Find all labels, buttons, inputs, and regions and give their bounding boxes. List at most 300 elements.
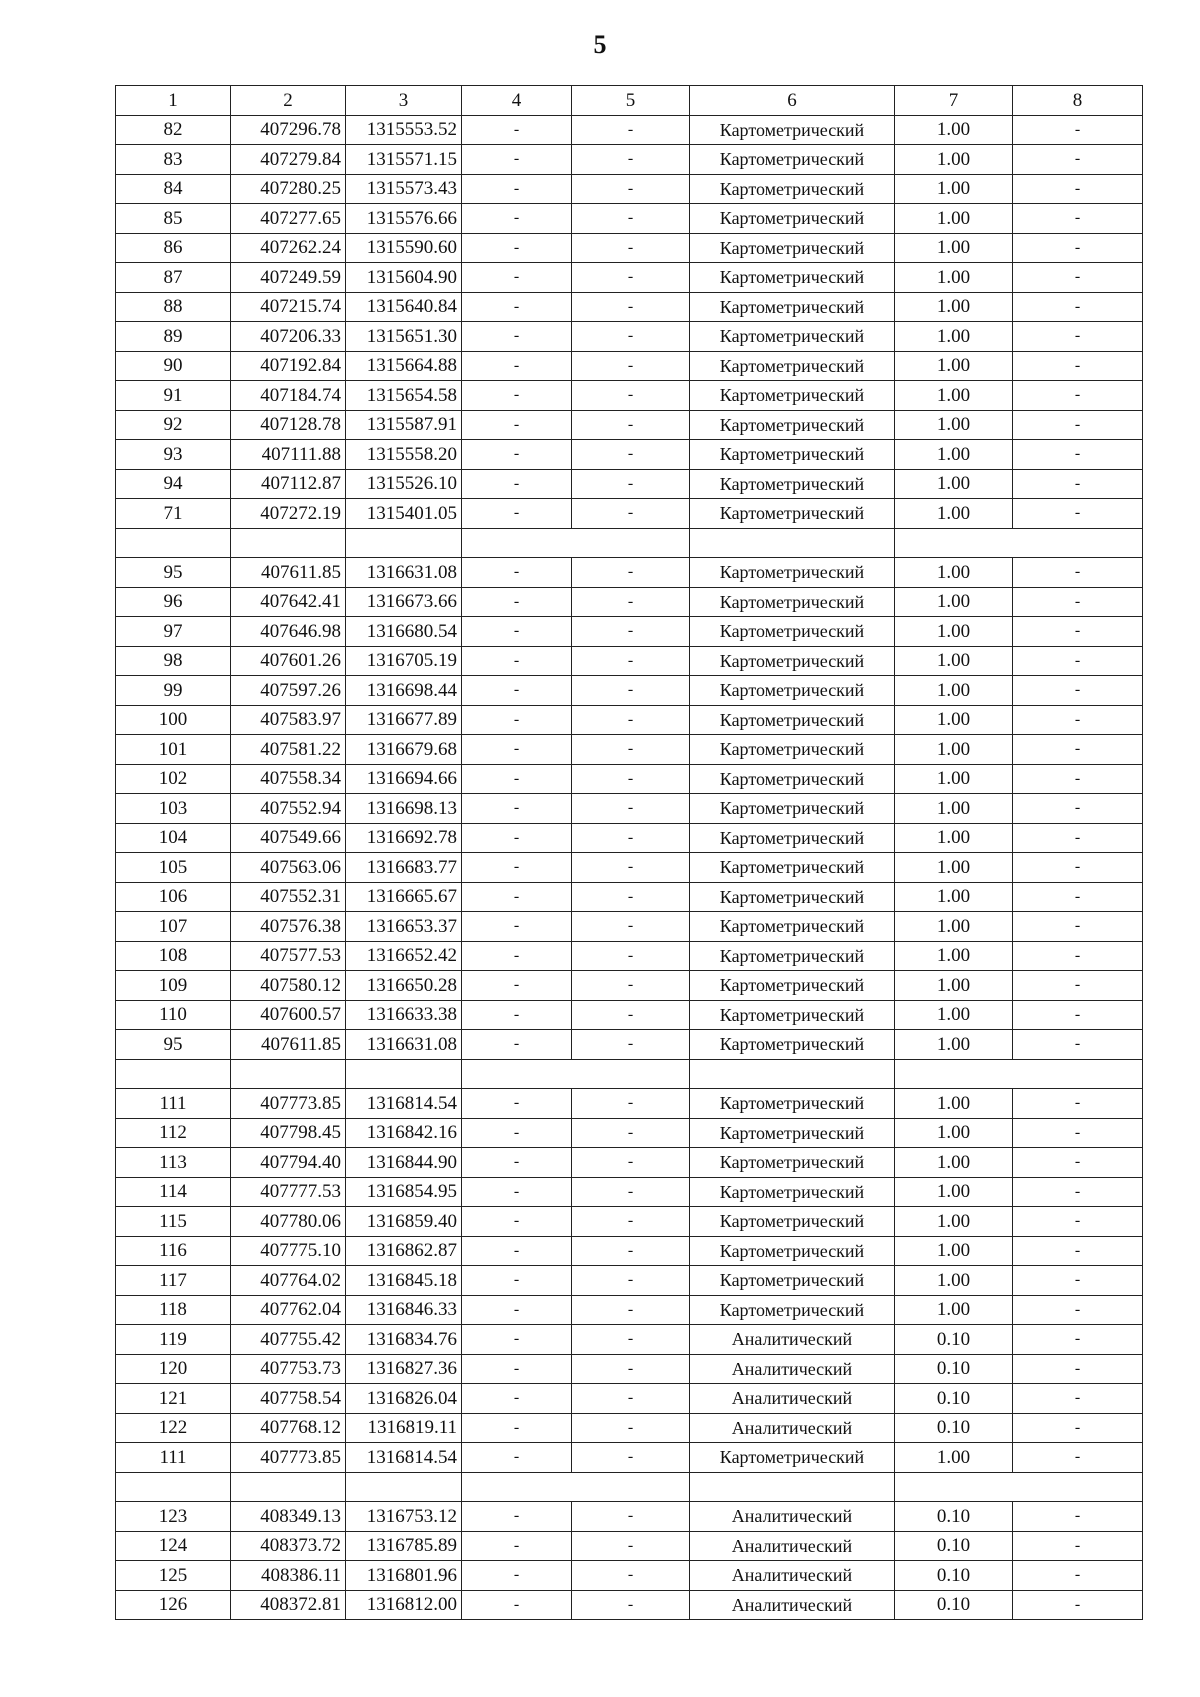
cell-col-5: -: [572, 617, 690, 647]
table-row: [116, 587, 1143, 617]
cell-col-2: 408373.72: [231, 1531, 346, 1561]
header-cell: 4: [462, 86, 572, 116]
cell-col-6: Картометрический: [690, 823, 895, 853]
cell-col-2: 407611.85: [231, 1030, 346, 1060]
cell-col-5: -: [572, 646, 690, 676]
cell-col-8: -: [1013, 735, 1143, 765]
cell-col-2: 407646.98: [231, 617, 346, 647]
separator-row: [116, 1059, 1143, 1089]
cell-col-1: 95: [116, 1030, 231, 1060]
cell-col-6: Картометрический: [690, 1177, 895, 1207]
cell-col-5: -: [572, 1148, 690, 1178]
cell-col-4: -: [462, 1000, 572, 1030]
cell-col-6: Картометрический: [690, 322, 895, 352]
cell-col-6: Картометрический: [690, 410, 895, 440]
cell-col-4: -: [462, 1177, 572, 1207]
table-row: [116, 1590, 1143, 1620]
cell-col-1: 125: [116, 1561, 231, 1591]
table-row: [116, 941, 1143, 971]
cell-col-3: 1316692.78: [346, 823, 462, 853]
cell-col-8: -: [1013, 587, 1143, 617]
cell-col-5: -: [572, 853, 690, 883]
cell-col-6: Картометрический: [690, 587, 895, 617]
cell-col-8: -: [1013, 292, 1143, 322]
cell-col-5: -: [572, 882, 690, 912]
cell-col-2: 407600.57: [231, 1000, 346, 1030]
cell-col-5: -: [572, 1443, 690, 1473]
cell-col-6: Картометрический: [690, 1118, 895, 1148]
cell-col-8: -: [1013, 174, 1143, 204]
cell-col-1: 116: [116, 1236, 231, 1266]
cell-col-7: 1.00: [895, 174, 1013, 204]
cell-col-8: -: [1013, 1561, 1143, 1591]
cell-col-1: 102: [116, 764, 231, 794]
cell-col-7: 1.00: [895, 1236, 1013, 1266]
cell-col-1: 109: [116, 971, 231, 1001]
cell-col-3: 1316677.89: [346, 705, 462, 735]
cell-col-7: 1.00: [895, 263, 1013, 293]
cell-col-6: Аналитический: [690, 1413, 895, 1443]
table-row: [116, 764, 1143, 794]
cell-col-5: -: [572, 1089, 690, 1119]
cell-col-8: -: [1013, 233, 1143, 263]
cell-col-1: 111: [116, 1089, 231, 1119]
cell-col-1: 124: [116, 1531, 231, 1561]
coordinates-table: [115, 85, 1143, 1620]
cell-col-8: -: [1013, 1354, 1143, 1384]
empty-cell: [895, 1472, 1013, 1502]
cell-col-4: -: [462, 882, 572, 912]
cell-col-4: -: [462, 558, 572, 588]
cell-col-5: -: [572, 1177, 690, 1207]
table-row: [116, 174, 1143, 204]
cell-col-8: -: [1013, 853, 1143, 883]
cell-col-3: 1315558.20: [346, 440, 462, 470]
cell-col-5: -: [572, 1590, 690, 1620]
cell-col-1: 71: [116, 499, 231, 529]
cell-col-4: -: [462, 735, 572, 765]
table-row: [116, 617, 1143, 647]
cell-col-1: 101: [116, 735, 231, 765]
cell-col-4: -: [462, 912, 572, 942]
cell-col-1: 96: [116, 587, 231, 617]
cell-col-1: 111: [116, 1443, 231, 1473]
cell-col-7: 1.00: [895, 233, 1013, 263]
cell-col-3: 1316650.28: [346, 971, 462, 1001]
cell-col-5: -: [572, 1000, 690, 1030]
cell-col-3: 1316854.95: [346, 1177, 462, 1207]
cell-col-7: 0.10: [895, 1561, 1013, 1591]
cell-col-8: -: [1013, 1413, 1143, 1443]
cell-col-7: 0.10: [895, 1325, 1013, 1355]
cell-col-5: -: [572, 1207, 690, 1237]
cell-col-2: 407249.59: [231, 263, 346, 293]
table-row: [116, 1531, 1143, 1561]
cell-col-2: 407775.10: [231, 1236, 346, 1266]
table-row: [116, 204, 1143, 234]
cell-col-2: 407780.06: [231, 1207, 346, 1237]
table-row: [116, 1502, 1143, 1532]
cell-col-4: -: [462, 676, 572, 706]
table-body: [116, 86, 1143, 1620]
cell-col-8: -: [1013, 617, 1143, 647]
cell-col-5: -: [572, 322, 690, 352]
cell-col-1: 103: [116, 794, 231, 824]
cell-col-1: 91: [116, 381, 231, 411]
cell-col-2: 407563.06: [231, 853, 346, 883]
cell-col-1: 83: [116, 145, 231, 175]
table-row: [116, 1295, 1143, 1325]
cell-col-8: -: [1013, 1325, 1143, 1355]
cell-col-2: 407279.84: [231, 145, 346, 175]
cell-col-1: 90: [116, 351, 231, 381]
empty-cell: [116, 1059, 231, 1089]
cell-col-1: 119: [116, 1325, 231, 1355]
cell-col-7: 1.00: [895, 882, 1013, 912]
cell-col-3: 1316814.54: [346, 1443, 462, 1473]
cell-col-1: 108: [116, 941, 231, 971]
cell-col-4: -: [462, 204, 572, 234]
cell-col-3: 1315640.84: [346, 292, 462, 322]
table-row: [116, 381, 1143, 411]
cell-col-7: 1.00: [895, 410, 1013, 440]
table-row: [116, 1443, 1143, 1473]
cell-col-8: -: [1013, 764, 1143, 794]
header-cell: 3: [346, 86, 462, 116]
table-row: [116, 1413, 1143, 1443]
cell-col-1: 85: [116, 204, 231, 234]
cell-col-8: -: [1013, 1266, 1143, 1296]
cell-col-8: -: [1013, 971, 1143, 1001]
table-row: [116, 469, 1143, 499]
separator-row: [116, 528, 1143, 558]
cell-col-5: -: [572, 941, 690, 971]
table-row: [116, 440, 1143, 470]
cell-col-2: 407576.38: [231, 912, 346, 942]
cell-col-2: 407552.94: [231, 794, 346, 824]
cell-col-2: 407549.66: [231, 823, 346, 853]
cell-col-2: 407583.97: [231, 705, 346, 735]
cell-col-7: 0.10: [895, 1354, 1013, 1384]
cell-col-8: -: [1013, 440, 1143, 470]
table-row: [116, 145, 1143, 175]
cell-col-4: -: [462, 263, 572, 293]
cell-col-3: 1316785.89: [346, 1531, 462, 1561]
cell-col-3: 1316827.36: [346, 1354, 462, 1384]
cell-col-1: 84: [116, 174, 231, 204]
cell-col-5: -: [572, 263, 690, 293]
cell-col-2: 407128.78: [231, 410, 346, 440]
cell-col-8: -: [1013, 1148, 1143, 1178]
cell-col-3: 1316705.19: [346, 646, 462, 676]
header-cell: 1: [116, 86, 231, 116]
cell-col-2: 407206.33: [231, 322, 346, 352]
separator-row: [116, 1472, 1143, 1502]
header-cell: 6: [690, 86, 895, 116]
cell-col-4: -: [462, 1236, 572, 1266]
cell-col-1: 122: [116, 1413, 231, 1443]
cell-col-1: 98: [116, 646, 231, 676]
cell-col-3: 1316814.54: [346, 1089, 462, 1119]
cell-col-6: Картометрический: [690, 1266, 895, 1296]
cell-col-1: 86: [116, 233, 231, 263]
cell-col-1: 117: [116, 1266, 231, 1296]
cell-col-8: -: [1013, 1030, 1143, 1060]
cell-col-1: 104: [116, 823, 231, 853]
table-row: [116, 1325, 1143, 1355]
cell-col-8: -: [1013, 469, 1143, 499]
table-row: [116, 912, 1143, 942]
cell-col-6: Картометрический: [690, 676, 895, 706]
cell-col-7: 1.00: [895, 440, 1013, 470]
cell-col-7: 1.00: [895, 1207, 1013, 1237]
cell-col-2: 407758.54: [231, 1384, 346, 1414]
empty-cell: [690, 1059, 895, 1089]
cell-col-1: 112: [116, 1118, 231, 1148]
cell-col-7: 1.00: [895, 145, 1013, 175]
cell-col-3: 1316801.96: [346, 1561, 462, 1591]
cell-col-8: -: [1013, 1177, 1143, 1207]
cell-col-4: -: [462, 1325, 572, 1355]
cell-col-6: Картометрический: [690, 971, 895, 1001]
cell-col-7: 1.00: [895, 469, 1013, 499]
empty-cell: [231, 1472, 346, 1502]
cell-col-1: 113: [116, 1148, 231, 1178]
table-row: [116, 646, 1143, 676]
cell-col-6: Картометрический: [690, 115, 895, 145]
cell-col-3: 1316633.38: [346, 1000, 462, 1030]
table-row: [116, 115, 1143, 145]
header-cell: 5: [572, 86, 690, 116]
cell-col-2: 407111.88: [231, 440, 346, 470]
cell-col-2: 408372.81: [231, 1590, 346, 1620]
cell-col-4: -: [462, 145, 572, 175]
header-row: [116, 86, 1143, 116]
cell-col-6: Картометрический: [690, 941, 895, 971]
cell-col-4: -: [462, 971, 572, 1001]
cell-col-2: 407753.73: [231, 1354, 346, 1384]
table-row: [116, 971, 1143, 1001]
cell-col-6: Картометрический: [690, 1148, 895, 1178]
cell-col-6: Аналитический: [690, 1590, 895, 1620]
cell-col-2: 408386.11: [231, 1561, 346, 1591]
cell-col-6: Аналитический: [690, 1561, 895, 1591]
cell-col-4: -: [462, 1207, 572, 1237]
cell-col-3: 1316846.33: [346, 1295, 462, 1325]
cell-col-5: -: [572, 1118, 690, 1148]
table-row: [116, 322, 1143, 352]
cell-col-4: -: [462, 617, 572, 647]
cell-col-8: -: [1013, 381, 1143, 411]
cell-col-3: 1315576.66: [346, 204, 462, 234]
table-row: [116, 794, 1143, 824]
cell-col-4: -: [462, 351, 572, 381]
cell-col-2: 407597.26: [231, 676, 346, 706]
cell-col-7: 1.00: [895, 558, 1013, 588]
cell-col-5: -: [572, 764, 690, 794]
cell-col-2: 407112.87: [231, 469, 346, 499]
cell-col-2: 407552.31: [231, 882, 346, 912]
cell-col-4: -: [462, 115, 572, 145]
cell-col-8: -: [1013, 351, 1143, 381]
cell-col-6: Картометрический: [690, 558, 895, 588]
cell-col-4: -: [462, 646, 572, 676]
cell-col-7: 1.00: [895, 1000, 1013, 1030]
cell-col-2: 407262.24: [231, 233, 346, 263]
cell-col-5: -: [572, 823, 690, 853]
cell-col-6: Картометрический: [690, 1207, 895, 1237]
cell-col-4: -: [462, 1148, 572, 1178]
cell-col-4: -: [462, 794, 572, 824]
cell-col-2: 407794.40: [231, 1148, 346, 1178]
table-row: [116, 1207, 1143, 1237]
cell-col-8: -: [1013, 912, 1143, 942]
cell-col-3: 1315587.91: [346, 410, 462, 440]
cell-col-4: -: [462, 853, 572, 883]
cell-col-1: 95: [116, 558, 231, 588]
cell-col-6: Картометрический: [690, 174, 895, 204]
cell-col-2: 407764.02: [231, 1266, 346, 1296]
cell-col-6: Картометрический: [690, 1295, 895, 1325]
cell-col-6: Картометрический: [690, 705, 895, 735]
cell-col-1: 92: [116, 410, 231, 440]
table-row: [116, 735, 1143, 765]
cell-col-8: -: [1013, 1531, 1143, 1561]
empty-cell: [462, 1059, 572, 1089]
empty-cell: [1013, 528, 1143, 558]
cell-col-3: 1315571.15: [346, 145, 462, 175]
table-row: [116, 351, 1143, 381]
table-row: [116, 1177, 1143, 1207]
cell-col-4: -: [462, 1295, 572, 1325]
empty-cell: [462, 1472, 572, 1502]
cell-col-2: 407777.53: [231, 1177, 346, 1207]
cell-col-6: Картометрический: [690, 1000, 895, 1030]
cell-col-5: -: [572, 912, 690, 942]
cell-col-8: -: [1013, 1295, 1143, 1325]
table-row: [116, 1561, 1143, 1591]
empty-cell: [346, 1059, 462, 1089]
cell-col-1: 105: [116, 853, 231, 883]
cell-col-4: -: [462, 1384, 572, 1414]
cell-col-4: -: [462, 1354, 572, 1384]
cell-col-4: -: [462, 587, 572, 617]
cell-col-8: -: [1013, 115, 1143, 145]
cell-col-8: -: [1013, 1502, 1143, 1532]
cell-col-3: 1315664.88: [346, 351, 462, 381]
cell-col-8: -: [1013, 410, 1143, 440]
cell-col-8: -: [1013, 676, 1143, 706]
cell-col-1: 82: [116, 115, 231, 145]
cell-col-3: 1316844.90: [346, 1148, 462, 1178]
cell-col-7: 1.00: [895, 1148, 1013, 1178]
page-number: 5: [593, 30, 607, 59]
cell-col-2: 407192.84: [231, 351, 346, 381]
cell-col-6: Аналитический: [690, 1325, 895, 1355]
cell-col-7: 1.00: [895, 735, 1013, 765]
cell-col-8: -: [1013, 1089, 1143, 1119]
cell-col-5: -: [572, 469, 690, 499]
cell-col-7: 1.00: [895, 499, 1013, 529]
cell-col-7: 0.10: [895, 1590, 1013, 1620]
empty-cell: [346, 1472, 462, 1502]
table-row: [116, 823, 1143, 853]
cell-col-6: Картометрический: [690, 263, 895, 293]
cell-col-6: Картометрический: [690, 735, 895, 765]
cell-col-3: 1316683.77: [346, 853, 462, 883]
cell-col-3: 1316652.42: [346, 941, 462, 971]
cell-col-5: -: [572, 351, 690, 381]
cell-col-6: Картометрический: [690, 440, 895, 470]
cell-col-5: -: [572, 1384, 690, 1414]
cell-col-7: 0.10: [895, 1384, 1013, 1414]
cell-col-5: -: [572, 971, 690, 1001]
table-row: [116, 853, 1143, 883]
cell-col-3: 1315573.43: [346, 174, 462, 204]
cell-col-6: Картометрический: [690, 794, 895, 824]
cell-col-4: -: [462, 174, 572, 204]
cell-col-4: -: [462, 823, 572, 853]
cell-col-1: 115: [116, 1207, 231, 1237]
header-cell: 8: [1013, 86, 1143, 116]
table-row: [116, 1118, 1143, 1148]
cell-col-4: -: [462, 469, 572, 499]
cell-col-2: 408349.13: [231, 1502, 346, 1532]
cell-col-3: 1315401.05: [346, 499, 462, 529]
cell-col-6: Аналитический: [690, 1502, 895, 1532]
cell-col-6: Картометрический: [690, 1236, 895, 1266]
empty-cell: [895, 528, 1013, 558]
cell-col-8: -: [1013, 204, 1143, 234]
cell-col-7: 1.00: [895, 1443, 1013, 1473]
cell-col-3: 1316845.18: [346, 1266, 462, 1296]
cell-col-3: 1316826.04: [346, 1384, 462, 1414]
empty-cell: [690, 528, 895, 558]
cell-col-2: 407580.12: [231, 971, 346, 1001]
cell-col-5: -: [572, 794, 690, 824]
cell-col-6: Аналитический: [690, 1384, 895, 1414]
cell-col-5: -: [572, 1236, 690, 1266]
cell-col-5: -: [572, 1030, 690, 1060]
cell-col-5: -: [572, 145, 690, 175]
cell-col-5: -: [572, 1561, 690, 1591]
cell-col-5: -: [572, 204, 690, 234]
cell-col-5: -: [572, 499, 690, 529]
header-cell: 2: [231, 86, 346, 116]
cell-col-7: 1.00: [895, 912, 1013, 942]
cell-col-5: -: [572, 587, 690, 617]
cell-col-1: 118: [116, 1295, 231, 1325]
cell-col-7: 1.00: [895, 617, 1013, 647]
cell-col-7: 0.10: [895, 1413, 1013, 1443]
cell-col-8: -: [1013, 499, 1143, 529]
cell-col-4: -: [462, 292, 572, 322]
empty-cell: [116, 528, 231, 558]
cell-col-4: -: [462, 1531, 572, 1561]
cell-col-7: 1.00: [895, 587, 1013, 617]
cell-col-8: -: [1013, 1384, 1143, 1414]
cell-col-4: -: [462, 764, 572, 794]
cell-col-6: Аналитический: [690, 1354, 895, 1384]
cell-col-8: -: [1013, 558, 1143, 588]
empty-cell: [572, 1472, 690, 1502]
cell-col-5: -: [572, 1325, 690, 1355]
cell-col-2: 407296.78: [231, 115, 346, 145]
cell-col-2: 407798.45: [231, 1118, 346, 1148]
cell-col-2: 407215.74: [231, 292, 346, 322]
cell-col-4: -: [462, 499, 572, 529]
cell-col-2: 407184.74: [231, 381, 346, 411]
